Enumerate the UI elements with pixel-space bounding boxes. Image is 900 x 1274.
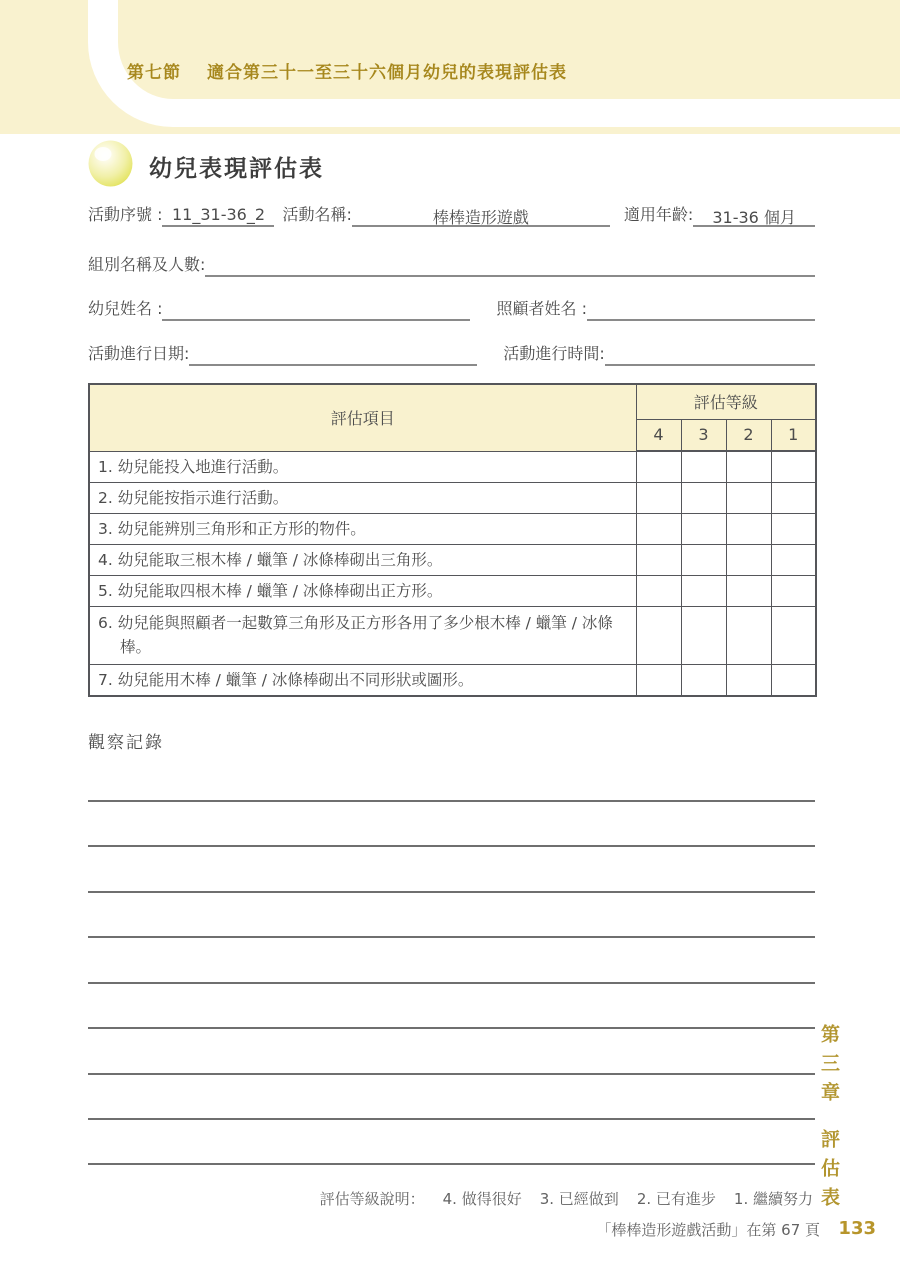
section-number: 第七節 — [127, 63, 181, 83]
section-heading — [127, 58, 567, 83]
section-title: 適合第三十一至三十六個月幼兒的表現評估表 — [207, 63, 567, 83]
group-value-blank — [205, 255, 815, 277]
activity-number-label: 活動序號 : — [88, 205, 163, 224]
activity-page-reference: 「棒棒造形遊戲活動」在第 67 頁 — [596, 1221, 820, 1239]
score-cell — [726, 482, 771, 513]
score-cell — [681, 544, 726, 575]
form-row-group — [88, 252, 815, 277]
score-cell — [681, 575, 726, 606]
table-header-items: 評估項目 — [89, 384, 636, 451]
legend-item: 1. 繼續努力 — [733, 1190, 813, 1208]
activity-time-label: 活動進行時間: — [503, 344, 605, 363]
score-cell — [681, 606, 726, 664]
table-row — [89, 606, 816, 664]
legend-item: 4. 做得很好 — [442, 1190, 522, 1208]
activity-name-value: 棒棒造形遊戲 — [352, 205, 610, 227]
grade-level-4: 4 — [636, 419, 681, 451]
legend-label: 評估等級說明： — [319, 1190, 425, 1208]
item-text: 5. 幼兒能取四根木棒 / 蠟筆 / 冰條棒砌出正方形。 — [98, 581, 443, 600]
score-cell — [681, 513, 726, 544]
yellow-ball-icon — [88, 140, 133, 187]
chapter-label: 評估表 — [818, 1129, 840, 1216]
page-number: 133 — [838, 1218, 876, 1239]
observation-line — [88, 936, 815, 938]
observation-line — [88, 1163, 815, 1165]
score-cell — [636, 451, 681, 482]
score-cell — [636, 606, 681, 664]
grade-level-1: 1 — [771, 419, 816, 451]
activity-time-blank — [605, 344, 815, 366]
score-cell — [636, 482, 681, 513]
table-row — [89, 513, 816, 544]
item-text: 1. 幼兒能投入地進行活動。 — [98, 457, 289, 476]
score-cell — [636, 664, 681, 696]
table-row — [89, 544, 816, 575]
table-row — [89, 451, 816, 482]
score-cell — [726, 544, 771, 575]
item-text: 7. 幼兒能用木棒 / 蠟筆 / 冰條棒砌出不同形狀或圖形。 — [98, 670, 474, 689]
score-cell — [726, 451, 771, 482]
grade-legend — [320, 1188, 813, 1209]
score-cell — [771, 544, 816, 575]
observation-label: 觀察記錄 — [88, 733, 164, 753]
score-cell — [771, 482, 816, 513]
child-name-label: 幼兒姓名 : — [88, 299, 163, 318]
score-cell — [726, 664, 771, 696]
table-header-grades: 評估等級 — [636, 384, 816, 419]
caregiver-name-label: 照顧者姓名 : — [496, 299, 587, 318]
item-text: 4. 幼兒能取三根木棒 / 蠟筆 / 冰條棒砌出三角形。 — [98, 550, 443, 569]
activity-date-blank — [189, 344, 477, 366]
observation-line — [88, 1073, 815, 1075]
assessment-table — [88, 383, 817, 697]
observation-line — [88, 845, 815, 847]
form-row-datetime — [88, 341, 815, 366]
score-cell — [681, 451, 726, 482]
score-cell — [636, 544, 681, 575]
table-row — [89, 575, 816, 606]
legend-item: 2. 已有進步 — [636, 1190, 716, 1208]
score-cell — [681, 482, 726, 513]
score-cell — [726, 513, 771, 544]
activity-number-value: 11_31-36_2 — [162, 205, 274, 227]
score-cell — [771, 575, 816, 606]
form-row-names — [88, 296, 815, 321]
age-value: 31-36 個月 — [693, 205, 815, 227]
score-cell — [681, 664, 726, 696]
legend-item: 3. 已經做到 — [539, 1190, 619, 1208]
group-label: 組別名稱及人數: — [88, 255, 206, 274]
observation-line — [88, 982, 815, 984]
score-cell — [636, 575, 681, 606]
observation-line — [88, 800, 815, 802]
observation-line — [88, 1118, 815, 1120]
grade-level-3: 3 — [681, 419, 726, 451]
child-name-blank — [162, 299, 470, 321]
grade-level-2: 2 — [726, 419, 771, 451]
activity-name-label: 活動名稱: — [282, 205, 352, 224]
score-cell — [726, 575, 771, 606]
item-text: 3. 幼兒能辨別三角形和正方形的物件。 — [98, 519, 366, 538]
caregiver-name-blank — [587, 299, 815, 321]
score-cell — [771, 451, 816, 482]
score-cell — [771, 606, 816, 664]
score-cell — [771, 513, 816, 544]
observation-line — [88, 891, 815, 893]
form-row-activity — [88, 202, 815, 227]
table-row — [89, 482, 816, 513]
table-row — [89, 664, 816, 696]
score-cell — [726, 606, 771, 664]
activity-date-label: 活動進行日期: — [88, 344, 190, 363]
item-text: 6. 幼兒能與照顧者一起數算三角形及正方形各用了多少根木棒 / 蠟筆 / 冰條棒。 — [98, 614, 613, 657]
age-label: 適用年齡: — [623, 205, 694, 224]
score-cell — [636, 513, 681, 544]
observation-line — [88, 1027, 815, 1029]
item-text: 2. 幼兒能按指示進行活動。 — [98, 488, 289, 507]
score-cell — [771, 664, 816, 696]
chapter-number: 第三章 — [818, 1024, 840, 1111]
page-title: 幼兒表現評估表 — [149, 156, 324, 182]
